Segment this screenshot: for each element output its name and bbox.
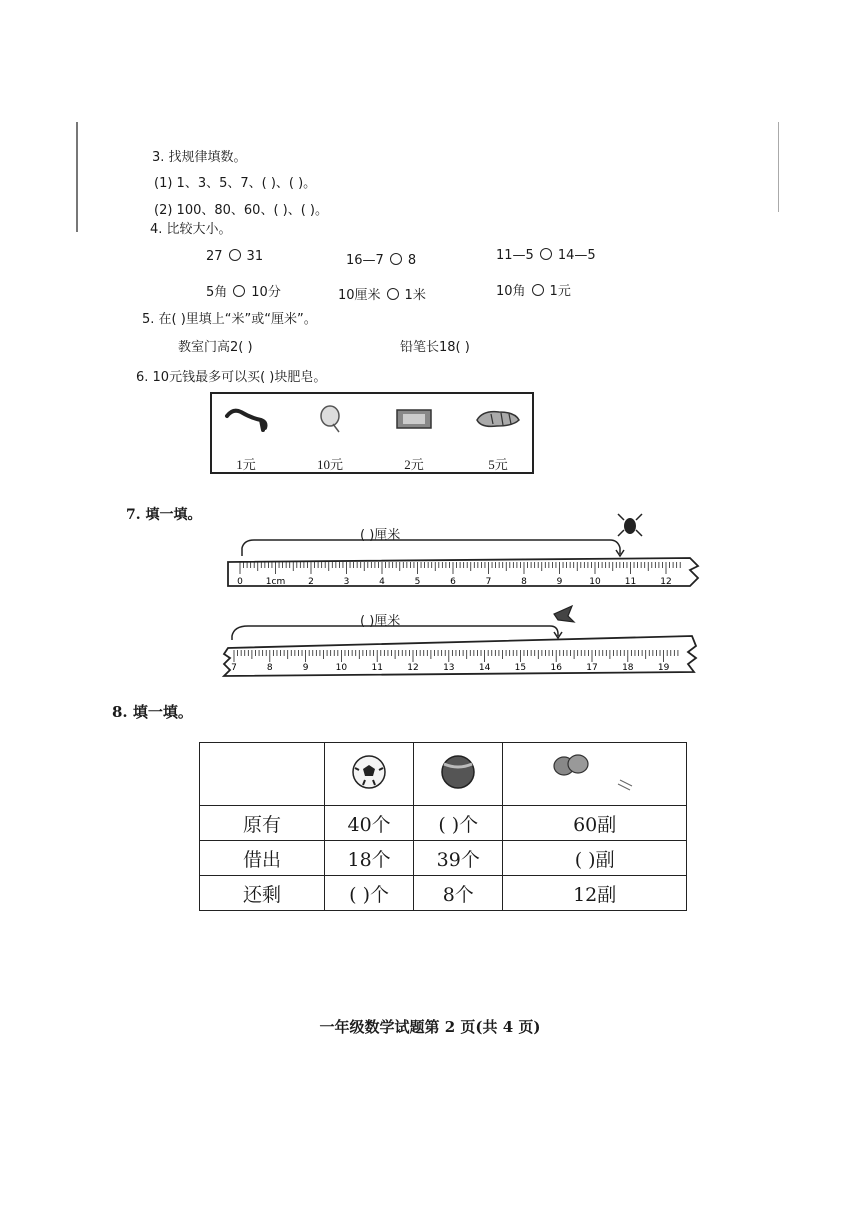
bread-icon (473, 402, 523, 436)
ruler-tick-label: 8 (266, 663, 273, 673)
ruler-tick-label: 17 (586, 663, 598, 673)
compare-item: 16—7 8 (346, 253, 417, 268)
header-cell (325, 743, 414, 806)
ruler-tick-label: 8 (521, 577, 527, 587)
q3-line2: (2) 100、80、60、( )、( )。 (154, 203, 328, 218)
table-row (200, 841, 687, 876)
q6-title: 6. 10元钱最多可以买( )块肥皂。 (136, 370, 327, 385)
compare-item: 11—5 14—5 (496, 248, 596, 263)
compare-circle[interactable] (229, 249, 241, 261)
ruler-tick-label: 10 (589, 577, 601, 587)
compare-circle[interactable] (387, 288, 399, 300)
shop-item: 2元 (384, 402, 444, 473)
q5-item2: 铅笔长18( ) (400, 340, 470, 355)
answer-cell[interactable]: ( )个 (325, 876, 414, 911)
q3-line1: (1) 1、3、5、7、( )、( )。 (154, 176, 317, 191)
table-header-row (200, 743, 687, 806)
ball-toy-icon (305, 402, 355, 436)
q8-table (199, 742, 687, 911)
page-footer: 一年级数学试题第 2 页(共 4 页) (319, 1018, 541, 1036)
compare-item: 10角 1元 (496, 284, 571, 299)
ruler-1 (224, 510, 704, 592)
header-cell (414, 743, 503, 806)
shop-item: 5元 (468, 402, 528, 473)
compare-circle[interactable] (532, 284, 544, 296)
scan-edge-right (778, 122, 779, 212)
compare-circle[interactable] (233, 285, 245, 297)
q5-item1: 教室门高2( ) (178, 340, 253, 355)
ruler-tick-label: 16 (550, 663, 562, 673)
ruler-tick-label: 7 (485, 577, 492, 587)
header-cell (503, 743, 687, 806)
table-cell: 12副 (503, 876, 687, 911)
compare-item: 10厘米 1米 (338, 288, 426, 303)
ruler-tick-label: 2 (308, 577, 314, 587)
ruler-tick-label: 18 (622, 663, 634, 673)
ruler-tick-label: 12 (660, 577, 672, 587)
ruler-2 (218, 600, 708, 684)
ruler-tick-label: 19 (657, 663, 670, 673)
q7-title: 7. 填一填。 (126, 507, 202, 523)
shop-item: 1元 (216, 402, 276, 473)
beetle-icon (618, 514, 642, 536)
ruler-tick-label: 11 (371, 663, 383, 673)
q3-title: 3. 找规律填数。 (152, 150, 247, 165)
ruler-tick-label: 1cm (265, 577, 286, 587)
ping-pong-paddles-icon (550, 750, 640, 794)
table-cell: 18个 (325, 841, 414, 876)
q5-title: 5. 在( )里填上“米”或“厘米”。 (142, 312, 317, 327)
table-row (200, 806, 687, 841)
ruler-tick-label: 4 (379, 577, 385, 587)
table-cell: 8个 (414, 876, 503, 911)
soccer-ball-icon (349, 752, 389, 792)
ruler-tick-label: 9 (302, 663, 309, 673)
ruler2-label: ( )厘米 (360, 614, 401, 629)
compare-item: 27 31 (206, 249, 264, 264)
answer-cell[interactable]: ( )个 (414, 806, 503, 841)
ruler-tick-label: 0 (237, 577, 243, 587)
q4-title: 4. 比较大小。 (150, 222, 232, 237)
soap-icon (389, 402, 439, 436)
ruler-tick-label: 11 (624, 577, 637, 587)
bug-icon (554, 606, 574, 622)
ruler-tick-label: 9 (556, 577, 563, 587)
ruler-tick-label: 10 (335, 663, 348, 673)
basketball-icon (438, 752, 478, 792)
ruler-tick-label: 15 (514, 663, 527, 673)
compare-circle[interactable] (540, 248, 552, 260)
scan-edge-left (76, 122, 78, 232)
ruler1-label: ( )厘米 (360, 528, 401, 543)
table-cell: 60副 (503, 806, 687, 841)
row-label: 原有 (200, 806, 325, 841)
table-cell: 39个 (414, 841, 503, 876)
ruler-tick-label: 3 (343, 577, 350, 587)
compare-circle[interactable] (390, 253, 402, 265)
header-empty-cell (200, 743, 325, 806)
table-cell: 40个 (325, 806, 414, 841)
ruler-tick-label: 12 (407, 663, 419, 673)
ruler-tick-label: 5 (414, 577, 421, 587)
shop-item: 10元 (300, 402, 360, 473)
ruler-tick-label: 7 (231, 663, 237, 673)
ruler-tick-label: 14 (478, 663, 491, 673)
table-row (200, 876, 687, 911)
q8-title: 8. 填一填。 (112, 703, 193, 721)
ruler-tick-label: 6 (450, 577, 456, 587)
answer-cell[interactable]: ( )副 (503, 841, 687, 876)
shop-items-box (210, 392, 534, 474)
compare-item: 5角 10分 (206, 285, 281, 300)
ruler-tick-label: 13 (443, 663, 455, 673)
toy-lizard-icon (221, 402, 271, 436)
row-label: 还剩 (200, 876, 325, 911)
row-label: 借出 (200, 841, 325, 876)
